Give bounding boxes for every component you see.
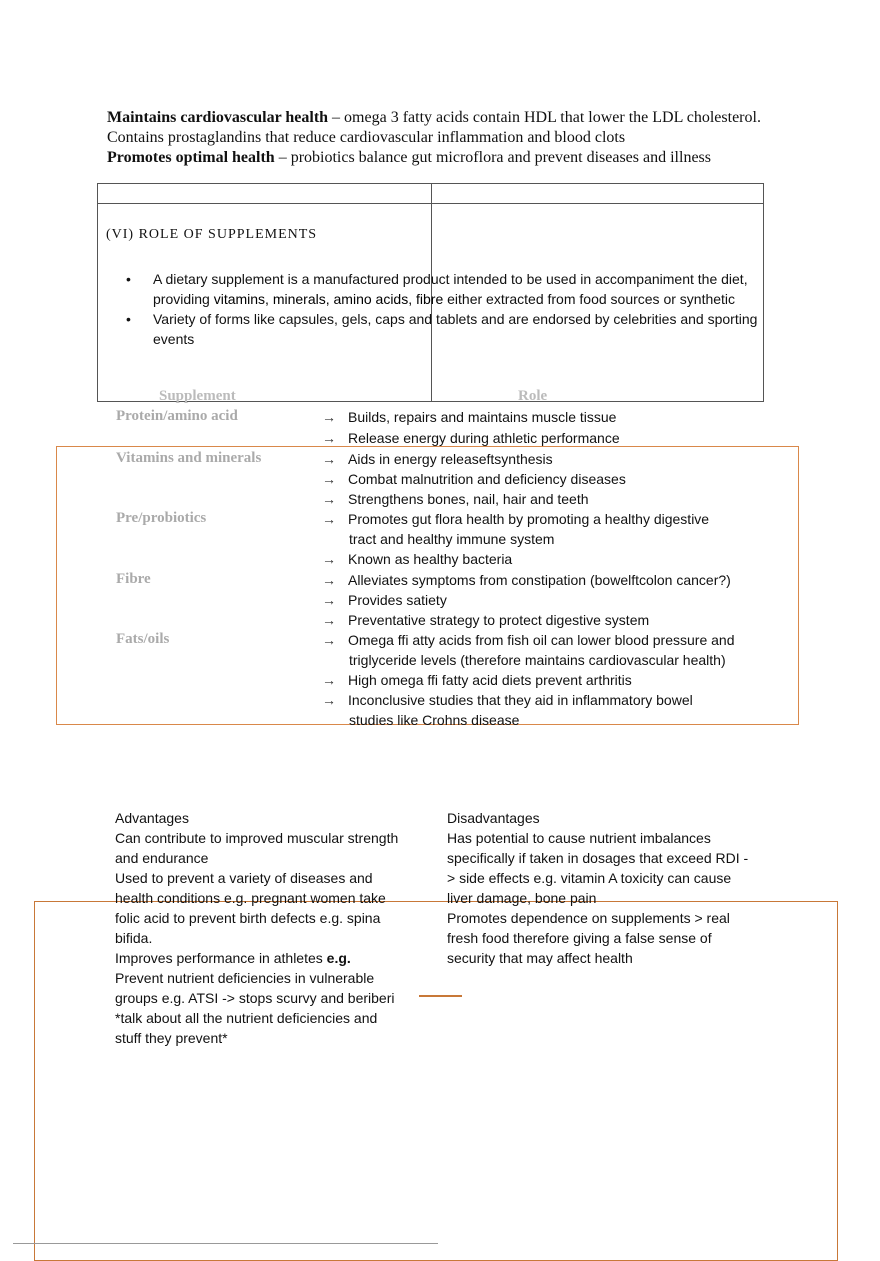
list-item: • A dietary supplement is a manufactured product intended to be used in accompaniment the diet, providing vitamins, minerals, amino acids, fibre either extracted from food sources or synthetic (126, 271, 748, 307)
arrow-icon: → (322, 451, 336, 467)
arrow-icon: → (322, 409, 336, 425)
role-item: → Omega ffi atty acids from fish oil can lower blood pressure and triglyceride levels (therefore maintains cardiovascular health) (322, 632, 735, 668)
bullet-icon: • (126, 271, 131, 287)
advantages-heading: Advantages (115, 810, 189, 826)
role-item: → Alleviates symptoms from constipation (bowelftcolon cancer?) (322, 572, 731, 588)
bullet-icon: • (126, 311, 131, 327)
role-item: → Builds, repairs and maintains muscle tissue (322, 409, 617, 425)
role-item: → Promotes gut flora health by promoting a healthy digestive tract and healthy immune system (322, 511, 710, 547)
category-fibre: Fibre (116, 571, 151, 587)
disadvantages-heading: Disadvantages (447, 810, 540, 826)
arrow-icon: → (322, 430, 336, 446)
arrow-icon: → (322, 612, 336, 628)
bullet-list (126, 269, 766, 349)
arrow-icon: → (322, 572, 336, 588)
arrow-icon: → (322, 692, 336, 708)
role-item: → High omega ffi fatty acid diets prevent arthritis (322, 672, 632, 688)
role-item: → Release energy during athletic performance (322, 430, 620, 446)
arrow-icon: → (322, 672, 336, 688)
role-item: → Provides satiety (322, 592, 447, 608)
role-item: → Combat malnutrition and deficiency diseases (322, 471, 626, 487)
column-header-role: Role (518, 388, 548, 404)
role-item: → Preventative strategy to protect digestive system (322, 612, 650, 628)
role-item: → Aids in energy releaseftsynthesis (322, 451, 553, 467)
intro-text (107, 108, 787, 168)
intro-paragraph-optimal-health: Promotes optimal health – probiotics balance gut microflora and prevent diseases and illness (107, 149, 711, 166)
disadvantages-column: Disadvantages Has potential to cause nutrient imbalances specifically if taken in dosages that exceed RDI - > side effects e.g. vitamin A toxicity can cause liver damage, bone pain Promotes dependence on supplements > real fresh food therefore giving a false sense of security that may affect health (447, 808, 772, 968)
category-prebiotics: Pre/probiotics (116, 510, 207, 526)
arrow-icon: → (322, 551, 336, 567)
role-item: → Known as healthy bacteria (322, 551, 513, 567)
role-item: → Inconclusive studies that they aid in inflammatory bowel studies like Crohns disease (322, 692, 693, 728)
category-protein: Protein/amino acid (116, 408, 238, 424)
arrow-icon: → (322, 511, 336, 527)
category-vitamins: Vitamins and minerals (116, 450, 262, 466)
advantages-column: Advantages Can contribute to improved muscular strength and endurance Used to prevent a variety of diseases and health conditions e.g. pregnant women take folic acid to prevent birth defects e.g. spina bifida. Improves performance in athletes e.g. Prevent nutrient deficiencies in vulnerable groups e.g. ATSI -> stops scurvy and beriberi *talk about all the nutrient deficiencies and stuff they prevent* (115, 808, 430, 1048)
intro-paragraph-cardiovascular: Maintains cardiovascular health – omega 3 fatty acids contain HDL that lower the LDL cholesterol. Contains prostaglandins that reduce cardiovascular inflammation and blood clots (107, 109, 761, 146)
column-header-supplement: Supplement (159, 388, 236, 404)
list-item: • Variety of forms like capsules, gels, caps and tablets and are endorsed by celebrities and sporting events (126, 311, 758, 347)
section-heading: (VI) ROLE OF SUPPLEMENTS (106, 227, 318, 242)
role-item: → Strengthens bones, nail, hair and teeth (322, 491, 589, 507)
arrow-icon: → (322, 592, 336, 608)
arrow-icon: → (322, 491, 336, 507)
category-fats: Fats/oils (116, 631, 170, 647)
page-bottom-rule (13, 1243, 438, 1244)
arrow-icon: → (322, 632, 336, 648)
arrow-icon: → (322, 471, 336, 487)
